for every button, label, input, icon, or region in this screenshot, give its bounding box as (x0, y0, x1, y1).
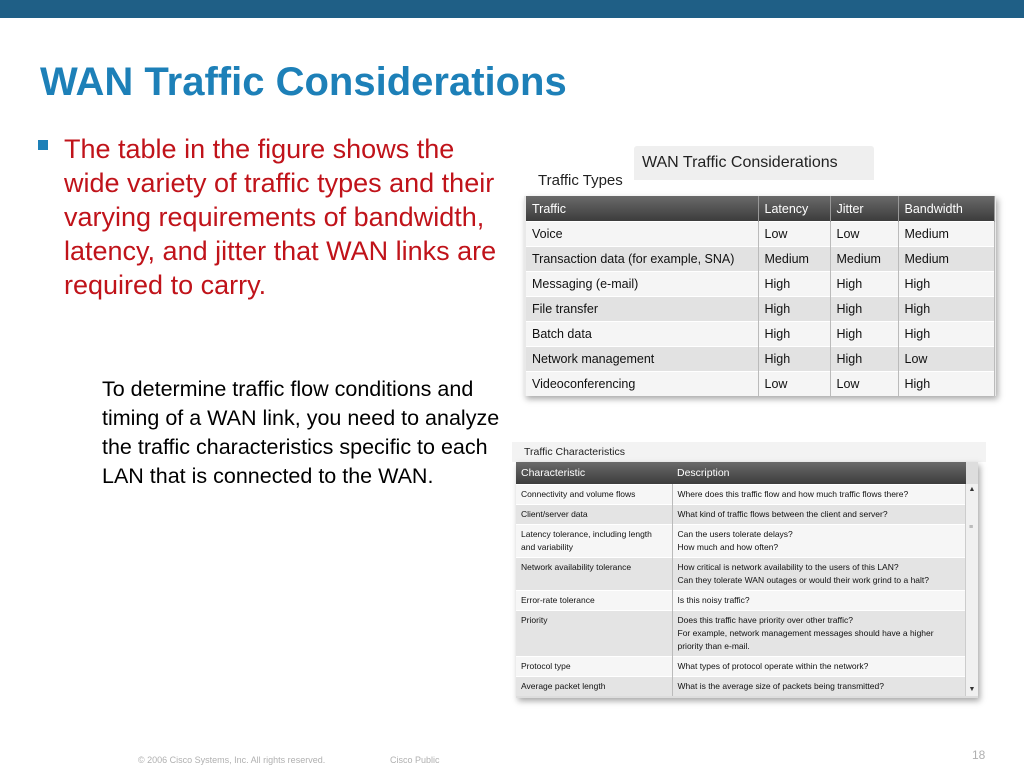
table-cell: Does this traffic have priority over other traffic? For example, network management messages should have a higher priority than e-mail. (672, 611, 966, 657)
table-cell: What is the average size of packets being transmitted? (672, 677, 966, 697)
table-row (516, 657, 966, 677)
table-row (516, 677, 966, 697)
table-cell: High (898, 372, 994, 397)
table-row (526, 372, 994, 397)
table-row (516, 485, 966, 505)
column-header: Traffic (526, 196, 758, 222)
page-number: 18 (972, 748, 986, 762)
table-row (526, 347, 994, 372)
table-cell: Network availability tolerance (516, 558, 672, 591)
table-cell: Client/server data (516, 505, 672, 525)
table-cell: High (830, 347, 898, 372)
table-row (526, 297, 994, 322)
table-cell: Medium (898, 222, 994, 247)
traffic-types-figure (524, 146, 1002, 406)
table-cell: Low (830, 222, 898, 247)
table-cell: Error-rate tolerance (516, 591, 672, 611)
table-cell: Connectivity and volume flows (516, 485, 672, 505)
table-cell: Low (758, 222, 830, 247)
table-cell: How critical is network availability to the users of this LAN? Can they tolerate WAN outages or would their work grind to a halt? (672, 558, 966, 591)
table-row (516, 591, 966, 611)
table-row (516, 505, 966, 525)
table-cell: Low (898, 347, 994, 372)
square-bullet-icon (38, 140, 48, 150)
traffic-characteristics-table (516, 462, 967, 696)
slide-title: WAN Traffic Considerations (40, 60, 567, 104)
table-row (516, 525, 966, 558)
table-cell: High (830, 322, 898, 347)
table-cell: Protocol type (516, 657, 672, 677)
table-cell: High (898, 297, 994, 322)
figure-title: WAN Traffic Considerations (642, 154, 838, 171)
figure-subtitle: Traffic Types (538, 172, 623, 189)
table-cell: Priority (516, 611, 672, 657)
bullet-point (38, 132, 508, 302)
scroll-up-arrow-icon[interactable]: ▲ (968, 486, 976, 493)
vertical-scrollbar[interactable] (965, 484, 978, 696)
table-cell: High (758, 297, 830, 322)
table-cell: Low (830, 372, 898, 397)
table-row (526, 322, 994, 347)
table-cell: What kind of traffic flows between the client and server? (672, 505, 966, 525)
table-cell: High (830, 297, 898, 322)
column-header: Latency (758, 196, 830, 222)
table-row (526, 247, 994, 272)
table-cell: Batch data (526, 322, 758, 347)
column-header: Jitter (830, 196, 898, 222)
bullet-text: The table in the figure shows the wide variety of traffic types and their varying requirements of bandwidth, latency, and jitter that WAN links are required to carry. (64, 134, 497, 300)
table-cell: Network management (526, 347, 758, 372)
table-cell: High (898, 272, 994, 297)
traffic-table-container (524, 196, 996, 396)
table-cell: High (758, 322, 830, 347)
footer-copyright: © 2006 Cisco Systems, Inc. All rights reserved. (138, 755, 326, 765)
table-cell: File transfer (526, 297, 758, 322)
traffic-characteristics-figure (512, 442, 980, 704)
table-cell: High (898, 322, 994, 347)
table-row (526, 222, 994, 247)
table-cell: Average packet length (516, 677, 672, 697)
table-cell: Voice (526, 222, 758, 247)
characteristics-table-container (516, 462, 978, 698)
table-cell: High (758, 347, 830, 372)
scroll-grip-icon: ≡ (969, 524, 974, 531)
table-cell: Transaction data (for example, SNA) (526, 247, 758, 272)
top-bar (0, 0, 1024, 18)
table-row (526, 272, 994, 297)
table-cell: Messaging (e-mail) (526, 272, 758, 297)
table-cell: Where does this traffic flow and how much traffic flows there? (672, 485, 966, 505)
table-cell: Videoconferencing (526, 372, 758, 397)
footer-classification: Cisco Public (390, 755, 440, 765)
column-header: Description (672, 462, 966, 485)
sub-paragraph: To determine traffic flow conditions and timing of a WAN link, you need to analyze the traffic characteristics specific to each LAN that is connected to the WAN. (102, 377, 500, 488)
table-row (516, 558, 966, 591)
table-cell: Can the users tolerate delays? How much and how often? (672, 525, 966, 558)
column-header: Bandwidth (898, 196, 994, 222)
table-cell: High (758, 272, 830, 297)
table-cell: Medium (830, 247, 898, 272)
table-cell: Medium (898, 247, 994, 272)
traffic-types-table (526, 196, 995, 396)
table-cell: Medium (758, 247, 830, 272)
table-cell: What types of protocol operate within the network? (672, 657, 966, 677)
figure-title: Traffic Characteristics (512, 442, 986, 462)
table-cell: Low (758, 372, 830, 397)
table-row (516, 611, 966, 657)
scroll-down-arrow-icon[interactable]: ▼ (968, 686, 976, 693)
table-cell: High (830, 272, 898, 297)
table-cell: Is this noisy traffic? (672, 591, 966, 611)
column-header: Characteristic (516, 462, 672, 485)
table-cell: Latency tolerance, including length and variability (516, 525, 672, 558)
